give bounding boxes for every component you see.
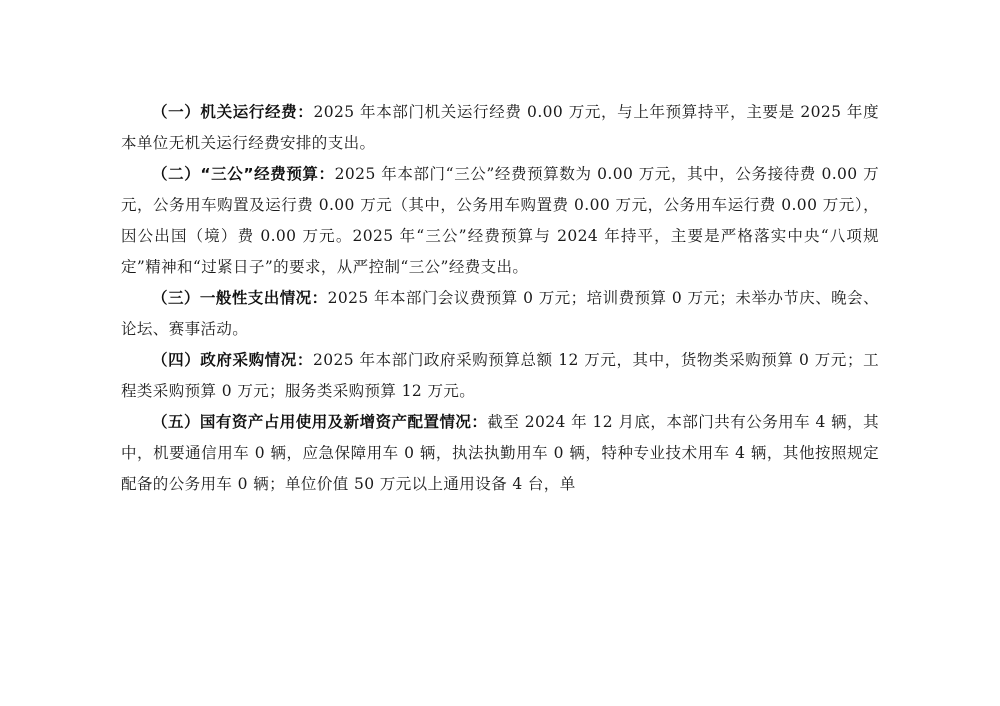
document-body — [121, 97, 879, 500]
paragraph-heading: （四）政府采购情况： — [152, 351, 313, 369]
paragraph-government-procurement — [121, 345, 879, 407]
paragraph-operating-expenses — [121, 97, 879, 159]
paragraph-text: 截至 2024 年 12 月底，本部门共有公务用车 4 辆，其中，机要通信用车 0 辆，应急保障用车 0 辆，执法执勤用车 0 辆，特种专业技术用车 4 辆，其他按照规定配备的公务用车 0 辆；单位价值 50 万元以上通用设备 4 台，单 — [121, 413, 880, 493]
paragraph-general-expenditure — [121, 283, 879, 345]
paragraph-text: 2025 年本部门机关运行经费 0.00 万元，与上年预算持平，主要是 2025 年度本单位无机关运行经费安排的支出。 — [121, 103, 879, 152]
paragraph-text: 2025 年本部门政府采购预算总额 12 万元，其中，货物类采购预算 0 万元；工程类采购预算 0 万元；服务类采购预算 12 万元。 — [121, 351, 879, 400]
paragraph-text: 2025 年本部门会议费预算 0 万元；培训费预算 0 万元；未举办节庆、晚会、论坛、赛事活动。 — [121, 289, 880, 338]
paragraph-heading: （五）国有资产占用使用及新增资产配置情况： — [152, 413, 488, 431]
paragraph-heading: （三）一般性支出情况： — [152, 289, 328, 307]
paragraph-text: 2025 年本部门“三公”经费预算数为 0.00 万元，其中，公务接待费 0.00 万元，公务用车购置及运行费 0.00 万元（其中，公务用车购置费 0.00 万元，公务用车运行费 0.00 万元），因公出国（境）费 0.00 万元。2025 年“三公”经费预算与 2024 年持平，主要是严格落实中央“八项规定”精神和“过紧日子”的要求，从严控制“三公”经费支出。 — [121, 165, 879, 276]
paragraph-heading: （二）“三公”经费预算： — [152, 165, 335, 183]
paragraph-three-public-expenses — [121, 159, 879, 283]
paragraph-state-assets — [121, 407, 879, 500]
paragraph-heading: （一）机关运行经费： — [152, 103, 314, 121]
